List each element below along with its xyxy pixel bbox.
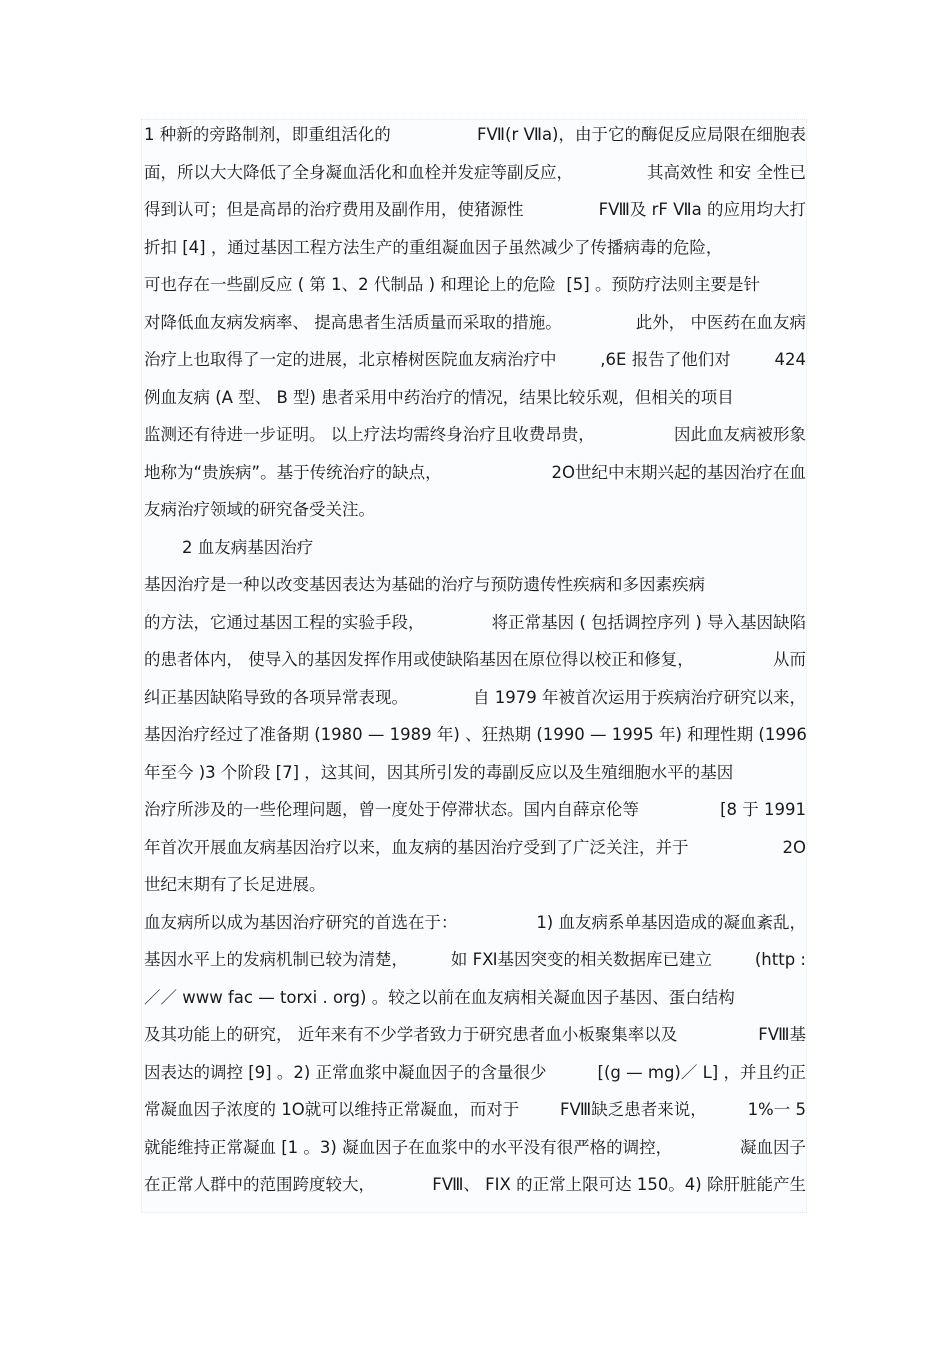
text-segment: 其高效性 和安 全性已 <box>647 162 806 182</box>
text-segment: 在正常人群中的范围跨度较大， <box>144 1175 375 1194</box>
text-segment: 因表达的调控 [9] 。2) 正常血浆中凝血因子的含量很少 <box>144 1062 547 1082</box>
text-segment: 常凝血因子浓度的 1O就可以维持正常凝血，而对于 <box>144 1100 520 1119</box>
text-segment: 基因治疗是一种以改变基因表达为基础的治疗与预防遗传性疾病和多因素疾病 <box>144 575 705 594</box>
text-line <box>144 1171 806 1209</box>
text-line <box>144 909 806 947</box>
text-line <box>144 496 806 534</box>
text-segment: 年首次开展血友病基因治疗以来，血友病的基因治疗受到了广泛关注，并于 <box>144 837 689 857</box>
text-segment: 此外， 中医药在血友病 <box>635 312 806 332</box>
text-segment: 将正常基因 ( 包括调控序列 ) 导入基因缺陷 <box>491 612 806 632</box>
text-segment: 2O <box>782 837 806 857</box>
text-segment: 2 血友病基因治疗 <box>182 537 314 557</box>
text-line <box>144 459 806 497</box>
text-segment: 面，所以大大降低了全身凝血活化和血栓并发症等副反应， <box>144 162 573 182</box>
text-line <box>144 646 806 684</box>
text-line <box>144 946 806 984</box>
text-segment: (http : <box>754 950 806 969</box>
text-line <box>144 684 806 722</box>
text-segment: FⅦ(r Ⅶa)，由于它的酶促反应局限在细胞表 <box>477 125 806 144</box>
text-line <box>144 121 806 159</box>
section-heading <box>144 534 806 572</box>
text-line <box>144 384 806 422</box>
text-line <box>144 1021 806 1059</box>
text-segment: 得到认可；但是高昂的治疗费用及副作用，使猪源性 <box>144 200 524 219</box>
text-segment: [8 于 1991 <box>720 800 806 819</box>
text-line <box>144 196 806 234</box>
text-line <box>144 759 806 797</box>
text-segment: 折扣 [4] ，通过基因工程方法生产的重组凝血因子虽然减少了传播病毒的危险， <box>144 237 723 257</box>
text-line <box>144 796 806 834</box>
text-segment: FⅧ基 <box>758 1025 806 1044</box>
text-segment: 友病治疗领域的研究备受关注。 <box>144 500 375 519</box>
text-segment: FⅧ、 FIX 的正常上限可达 150。4) 除肝脏能产生 <box>432 1175 806 1194</box>
text-segment: 因此血友病被形象 <box>674 425 806 444</box>
text-segment: 年至今 )3 个阶段 [7] ，这其间，因其所引发的毒副反应以及生殖细胞水平的基因 <box>144 762 734 782</box>
text-segment: 的方法，它通过基因工程的实验手段， <box>144 612 425 632</box>
text-segment: 424 <box>774 350 806 369</box>
text-line <box>144 1059 806 1097</box>
body-text <box>144 121 806 1209</box>
text-line <box>144 234 806 272</box>
text-segment: 1) 血友病系单基因造成的凝血紊乱， <box>536 912 806 932</box>
text-segment: 地称为“贵族病”。基于传统治疗的缺点， <box>144 462 442 482</box>
text-line <box>144 159 806 197</box>
text-segment: 从而 <box>773 650 806 669</box>
text-segment: 1%一 5 <box>747 1100 806 1119</box>
text-line <box>144 1134 806 1172</box>
text-line <box>144 421 806 459</box>
text-segment: 就能维持正常凝血 [1 。3) 凝血因子在血浆中的水平没有很严格的调控， <box>144 1137 673 1157</box>
text-segment: FⅧ及 rF Ⅶa 的应用均大打 <box>598 200 806 219</box>
text-line <box>144 571 806 609</box>
text-segment: ,6E 报告了他们对 <box>600 350 731 369</box>
text-segment: 纠正基因缺陷导致的各项异常表现。 <box>144 687 408 707</box>
text-line <box>144 834 806 872</box>
text-segment: 1 种新的旁路制剂，即重组活化的 <box>144 125 391 144</box>
text-segment: 基因治疗经过了准备期 (1980 — 1989 年) 、狂热期 (1990 — 1995 年) 和理性期 (1996 <box>144 725 807 744</box>
text-segment: ／／ www fac — torxi . org) 。较之以前在血友病相关凝血因子基因、蛋白结构 <box>144 987 735 1007</box>
text-line <box>144 871 806 909</box>
text-line <box>144 346 806 384</box>
text-segment: 治疗上也取得了一定的进展，北京椿树医院血友病治疗中 <box>144 350 557 369</box>
text-line <box>144 984 806 1022</box>
text-segment: 可也存在一些副反应 ( 第 1、2 代制品 ) 和理论上的危险 [5] 。预防疗法则主要是针 <box>144 275 760 294</box>
text-segment: 血友病所以成为基因治疗研究的首选在于： <box>144 912 458 932</box>
text-segment: 治疗所涉及的一些伦理问题，曾一度处于停滞状态。国内自薛京伦等 <box>144 800 639 819</box>
text-segment: FⅧ缺乏患者来说， <box>560 1100 707 1119</box>
text-segment: 如 FⅪ基因突变的相关数据库已建立 <box>450 950 712 969</box>
text-segment: 基因水平上的发病机制已较为清楚， <box>144 950 408 969</box>
text-segment: 世纪末期有了长足进展。 <box>144 875 326 894</box>
text-segment: 监测还有待进一步证明。 以上疗法均需终身治疗且收费昂贵， <box>144 425 595 444</box>
text-line <box>144 271 806 309</box>
text-segment: 的患者体内， 使导入的基因发挥作用或使缺陷基因在原位得以校正和修复， <box>144 650 694 669</box>
text-line <box>144 309 806 347</box>
text-segment: 2O世纪中末期兴起的基因治疗在血 <box>551 462 806 482</box>
text-segment: 及其功能上的研究， 近年来有不少学者致力于研究患者血小板聚集率以及 <box>144 1025 678 1044</box>
text-segment: 例血友病 (A 型、 B 型) 患者采用中药治疗的情况，结果比较乐观，但相关的项目 <box>144 387 734 407</box>
text-segment: 对降低血友病发病率、 提高患者生活质量而采取的措施。 <box>144 312 562 332</box>
text-segment: 自 1979 年被首次运用于疾病治疗研究以来， <box>473 687 806 707</box>
text-line <box>144 1096 806 1134</box>
text-segment: [(g — mg)／ L] ，并且约正 <box>597 1062 806 1082</box>
text-line <box>144 609 806 647</box>
text-line <box>144 721 806 759</box>
text-segment: 凝血因子 <box>740 1137 806 1157</box>
